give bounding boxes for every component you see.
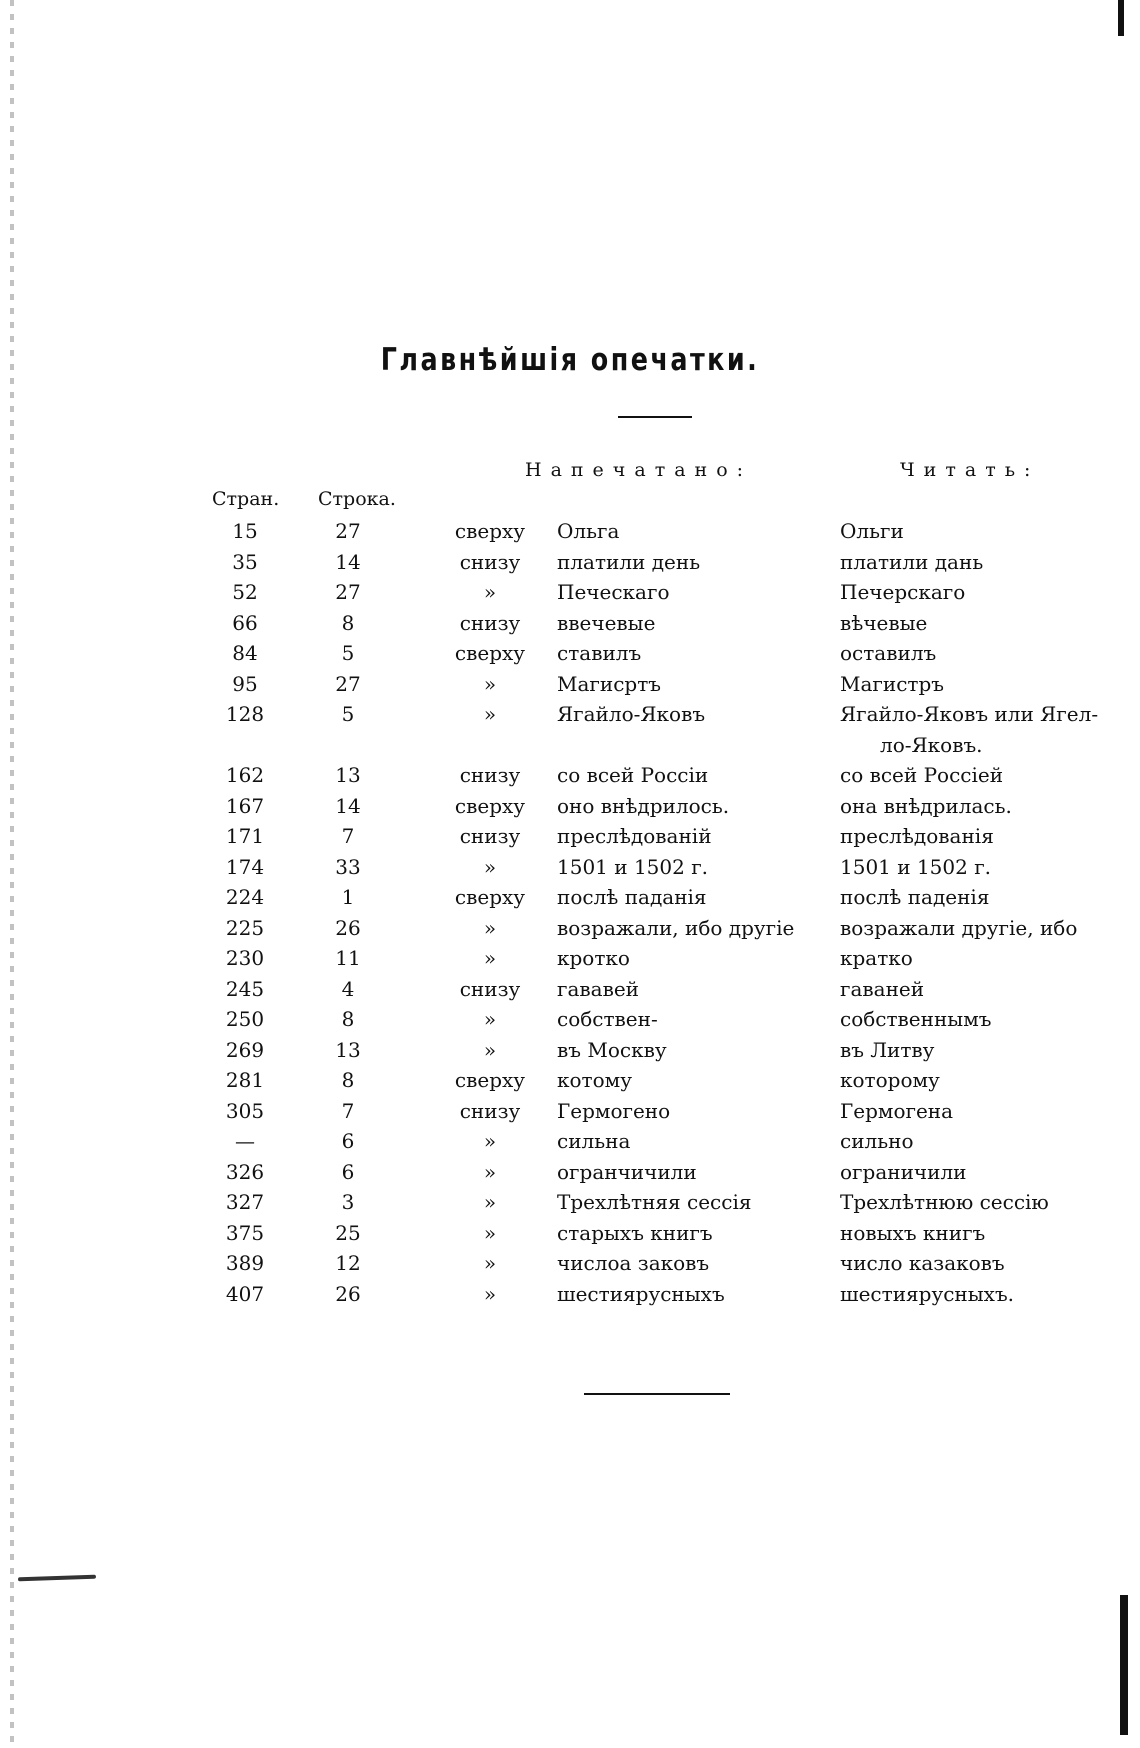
table-row <box>0 699 1140 760</box>
cell-printed: послѣ паданія <box>557 885 707 909</box>
cell-printed: шестиярусныхъ <box>557 1281 725 1306</box>
cell-printed: преслѣдованій <box>557 824 712 848</box>
cell-page: 84 <box>232 641 258 665</box>
cell-printed: сильна <box>557 1129 631 1153</box>
table-row <box>0 1248 1140 1279</box>
cell-line: 33 <box>335 854 361 879</box>
cell-position: » <box>483 702 497 726</box>
cell-position: » <box>483 854 497 879</box>
cell-page: 128 <box>225 702 265 726</box>
cell-line: 4 <box>341 976 355 1001</box>
table-row <box>0 852 1140 883</box>
title-rule <box>618 416 692 418</box>
cell-correct: Трехлѣтнюю сессію <box>840 1190 1049 1214</box>
cell-correct: кратко <box>840 946 913 970</box>
cell-line: 27 <box>335 519 361 543</box>
table-row <box>0 1096 1140 1127</box>
table-row <box>0 974 1140 1005</box>
table-row <box>0 608 1140 639</box>
cell-correct: преслѣдованія <box>840 824 994 848</box>
cell-page: 407 <box>225 1281 265 1306</box>
cell-printed: ставилъ <box>557 641 642 665</box>
table-row <box>0 821 1140 852</box>
scan-edge-mark-bottom <box>1120 1595 1128 1735</box>
table-row <box>0 577 1140 608</box>
cell-correct: число казаковъ <box>840 1251 1005 1275</box>
table-row <box>0 1035 1140 1066</box>
cell-printed: Гермогено <box>557 1098 671 1123</box>
cell-correct: въ Литву <box>840 1037 935 1062</box>
cell-printed: Печескаго <box>557 580 670 604</box>
cell-line: 27 <box>335 671 361 696</box>
cell-printed: ввечевые <box>557 610 656 635</box>
cell-correct: возражали другіе, ибо <box>840 915 1078 940</box>
cell-line: 5 <box>341 702 355 726</box>
cell-printed: котому <box>557 1068 632 1092</box>
cell-correct: шестиярусныхъ. <box>840 1281 1015 1306</box>
cell-correct: послѣ паденія <box>840 885 990 909</box>
table-row <box>0 1065 1140 1096</box>
cell-position: » <box>483 1007 497 1031</box>
header-read: Читать: <box>900 459 1040 481</box>
table-row <box>0 516 1140 547</box>
cell-position: » <box>483 1190 497 1214</box>
cell-page: 15 <box>232 519 258 543</box>
cell-correct: Гермогена <box>840 1098 954 1123</box>
cell-position: снизу <box>459 976 521 1001</box>
cell-line: 13 <box>335 1037 361 1062</box>
cell-position: » <box>483 671 497 696</box>
closing-rule <box>584 1393 730 1395</box>
cell-page: 174 <box>225 854 265 879</box>
cell-line: 8 <box>341 1007 355 1031</box>
cell-printed: числоа заковъ <box>557 1251 710 1275</box>
cell-page: — <box>235 1129 255 1153</box>
table-row <box>0 1004 1140 1035</box>
cell-correct: 1501 и 1502 г. <box>840 854 992 879</box>
cell-page: 52 <box>232 580 258 604</box>
cell-line: 5 <box>341 641 355 665</box>
cell-correct-continued: ло-Яковъ. <box>880 732 983 757</box>
cell-page: 281 <box>225 1068 265 1092</box>
cell-position: » <box>483 1037 497 1062</box>
cell-position: сверху <box>454 885 526 909</box>
cell-position: снизу <box>459 763 521 787</box>
cell-page: 167 <box>225 793 265 818</box>
cell-correct: собственнымъ <box>840 1007 992 1031</box>
column-header-line: Строка. <box>318 488 396 510</box>
table-row <box>0 1218 1140 1249</box>
cell-page: 389 <box>225 1251 265 1275</box>
cell-position: сверху <box>454 519 526 543</box>
cell-page: 171 <box>225 824 265 848</box>
cell-line: 26 <box>335 915 361 940</box>
cell-page: 305 <box>225 1098 265 1123</box>
cell-line: 11 <box>335 946 361 970</box>
cell-position: » <box>483 1220 497 1245</box>
cell-correct: сильно <box>840 1129 914 1153</box>
cell-page: 224 <box>225 885 265 909</box>
cell-correct: Магистръ <box>840 671 945 696</box>
cell-page: 326 <box>225 1159 265 1184</box>
cell-position: » <box>483 1159 497 1184</box>
cell-page: 250 <box>225 1007 265 1031</box>
cell-page: 95 <box>232 671 258 696</box>
cell-page: 162 <box>225 763 265 787</box>
table-row <box>0 638 1140 669</box>
table-row <box>0 547 1140 578</box>
cell-page: 327 <box>225 1190 265 1214</box>
cell-page: 225 <box>225 915 265 940</box>
cell-printed: гававей <box>557 976 640 1001</box>
cell-printed: собствен- <box>557 1007 658 1031</box>
cell-position: » <box>483 580 497 604</box>
table-row <box>0 1126 1140 1157</box>
table-row <box>0 1187 1140 1218</box>
cell-position: » <box>483 946 497 970</box>
column-header-page: Стран. <box>212 488 280 510</box>
cell-printed: Магисртъ <box>557 671 662 696</box>
cell-printed: оно внѣдрилось. <box>557 793 730 818</box>
cell-printed: Ольга <box>557 519 620 543</box>
errata-table <box>0 516 1140 1309</box>
cell-line: 25 <box>335 1220 361 1245</box>
cell-line: 26 <box>335 1281 361 1306</box>
table-row <box>0 882 1140 913</box>
cell-page: 230 <box>225 946 265 970</box>
cell-position: » <box>483 915 497 940</box>
cell-printed: огранчичили <box>557 1159 697 1184</box>
cell-line: 14 <box>335 549 361 574</box>
cell-position: сверху <box>454 641 526 665</box>
cell-position: снизу <box>459 549 521 574</box>
cell-line: 14 <box>335 793 361 818</box>
cell-line: 1 <box>341 885 355 909</box>
scan-smudge <box>18 1575 96 1582</box>
table-row <box>0 1279 1140 1310</box>
cell-line: 8 <box>341 610 355 635</box>
cell-line: 7 <box>341 824 355 848</box>
cell-position: снизу <box>459 824 521 848</box>
table-row <box>0 669 1140 700</box>
table-row <box>0 1157 1140 1188</box>
cell-position: » <box>483 1129 497 1153</box>
cell-line: 8 <box>341 1068 355 1092</box>
cell-correct: ограничили <box>840 1159 967 1184</box>
table-row <box>0 791 1140 822</box>
cell-line: 6 <box>341 1129 355 1153</box>
cell-correct: она внѣдрилась. <box>840 793 1012 818</box>
cell-printed: Ягайло-Яковъ <box>557 702 706 726</box>
cell-correct: Ягайло-Яковъ или Ягел- <box>840 702 1099 726</box>
cell-printed: со всей Россіи <box>557 763 709 787</box>
cell-position: снизу <box>459 610 521 635</box>
cell-page: 269 <box>225 1037 265 1062</box>
cell-position: снизу <box>459 1098 521 1123</box>
cell-correct: новыхъ книгъ <box>840 1220 986 1245</box>
cell-correct: Ольги <box>840 519 904 543</box>
page-title: Главнѣйшія опечатки. <box>380 342 760 378</box>
cell-printed: платили день <box>557 549 701 574</box>
cell-line: 3 <box>341 1190 355 1214</box>
cell-position: » <box>483 1251 497 1275</box>
cell-printed: возражали, ибо другіе <box>557 915 795 940</box>
cell-printed: Трехлѣтняя сессія <box>557 1190 752 1214</box>
cell-position: сверху <box>454 1068 526 1092</box>
cell-printed: старыхъ книгъ <box>557 1220 713 1245</box>
table-row <box>0 943 1140 974</box>
cell-correct: которому <box>840 1068 940 1092</box>
header-printed: Напечатано: <box>525 459 753 481</box>
cell-correct: платили дань <box>840 549 984 574</box>
table-row <box>0 913 1140 944</box>
cell-printed: кротко <box>557 946 630 970</box>
cell-line: 13 <box>335 763 361 787</box>
cell-position: сверху <box>454 793 526 818</box>
cell-printed: въ Москву <box>557 1037 667 1062</box>
cell-correct: со всей Россіей <box>840 763 1004 787</box>
cell-line: 12 <box>335 1251 361 1275</box>
cell-printed: 1501 и 1502 г. <box>557 854 709 879</box>
cell-page: 375 <box>225 1220 265 1245</box>
table-row <box>0 760 1140 791</box>
cell-line: 27 <box>335 580 361 604</box>
cell-correct: гаваней <box>840 976 925 1001</box>
cell-page: 245 <box>225 976 265 1001</box>
cell-line: 6 <box>341 1159 355 1184</box>
cell-page: 35 <box>232 549 258 574</box>
cell-position: » <box>483 1281 497 1306</box>
cell-correct: оставилъ <box>840 641 937 665</box>
cell-correct: Печерскаго <box>840 580 966 604</box>
scan-edge-mark-top <box>1118 0 1124 36</box>
cell-correct: вѣчевые <box>840 610 928 635</box>
cell-page: 66 <box>232 610 258 635</box>
cell-line: 7 <box>341 1098 355 1123</box>
